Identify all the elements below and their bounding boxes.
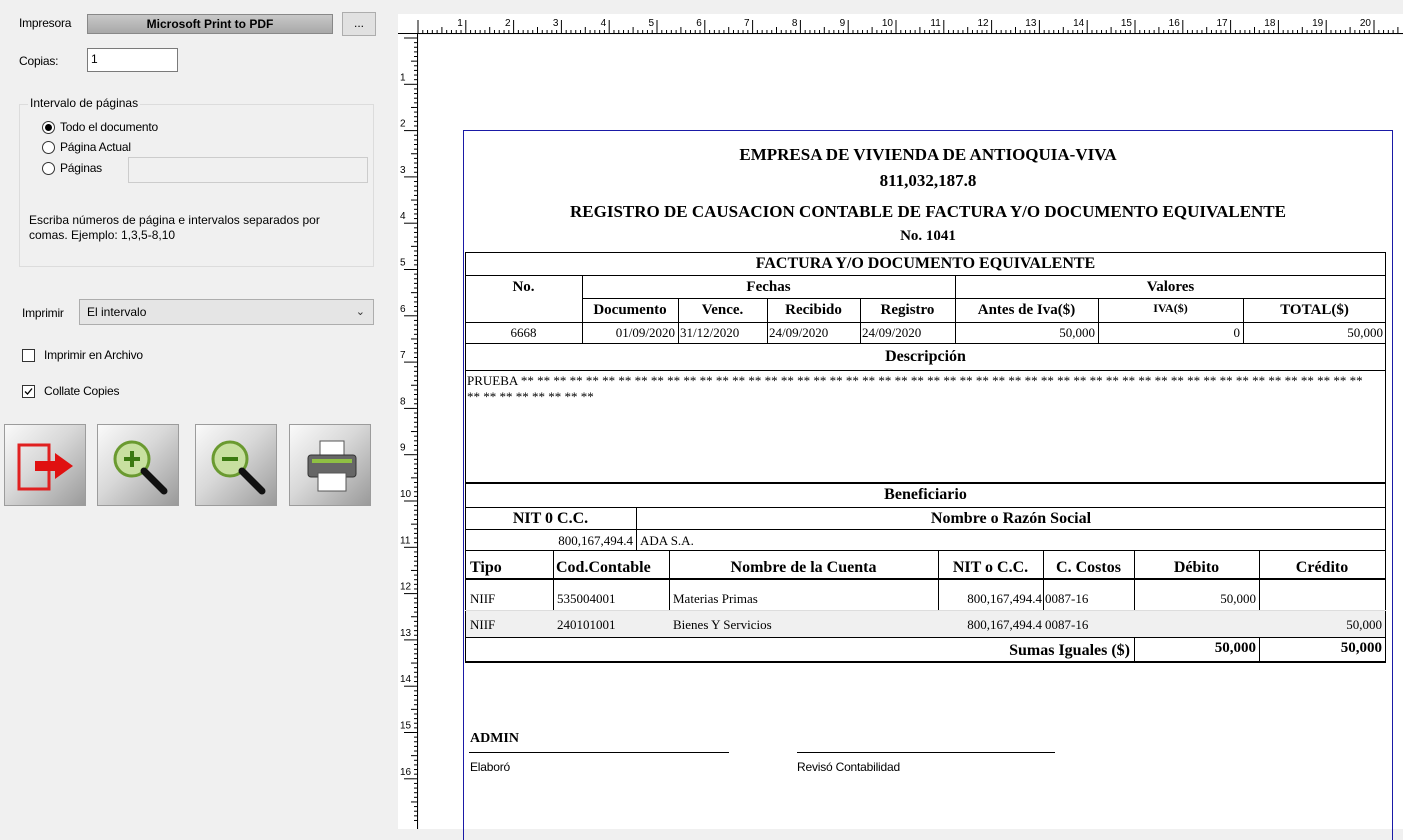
acc-row-2-tipo: NIIF <box>470 617 496 632</box>
ruler-mark-label: 7 <box>400 350 406 362</box>
radio-all-document[interactable] <box>42 121 55 134</box>
acc-col-debito: Débito <box>1173 559 1220 576</box>
collate-checkbox[interactable] <box>22 385 35 398</box>
ruler-mark-label: 2 <box>505 18 511 29</box>
vertical-ruler-ticks <box>398 34 418 829</box>
ruler-mark-label: 8 <box>791 18 798 29</box>
acc-row-1-nit: 800,167,494.4 <box>967 591 1042 606</box>
table-line <box>465 322 1386 323</box>
ruler-mark-label: 16 <box>400 766 412 778</box>
ruler-mark-label: 4 <box>600 18 607 29</box>
radio-all-document-label: Todo el documento <box>60 120 159 134</box>
ruler-mark-label: 1 <box>400 72 406 84</box>
document-number: No. 1041 <box>900 228 956 244</box>
horizontal-ruler-ticks <box>398 14 1403 34</box>
col-total: TOTAL($) <box>1280 302 1349 318</box>
description-header: Descripción <box>885 348 966 365</box>
col-iva: IVA($) <box>1153 301 1188 315</box>
ruler-mark-label: 16 <box>1168 18 1180 29</box>
cell-registro: 24/09/2020 <box>862 325 922 340</box>
reviso-label: Revisó Contabilidad <box>797 760 900 774</box>
print-range-select[interactable] <box>79 299 374 325</box>
horizontal-ruler <box>398 14 1403 34</box>
col-vence: Vence. <box>701 302 744 318</box>
ruler-mark-label: 5 <box>648 18 654 29</box>
cell-documento: 01/09/2020 <box>615 325 675 340</box>
printer-label: Impresora <box>19 16 72 30</box>
ruler-mark-label: 4 <box>400 211 406 223</box>
cell-recibido: 24/09/2020 <box>769 325 829 340</box>
beneficiary-nit: 800,167,494.4 <box>558 533 633 548</box>
table-line <box>465 551 466 662</box>
radio-pages[interactable] <box>42 162 55 175</box>
ruler-mark-label: 6 <box>696 18 702 29</box>
ruler-mark-label: 9 <box>400 442 406 454</box>
print-button[interactable] <box>289 424 371 506</box>
table-line <box>465 507 1386 508</box>
signer-name: ADMIN <box>470 731 519 746</box>
acc-row-1-costos: 0087-16 <box>1045 591 1089 606</box>
elaboro-label: Elaboró <box>470 760 510 774</box>
ruler-mark-label: 13 <box>400 627 412 639</box>
exit-icon <box>5 425 87 507</box>
ruler-mark-label: 11 <box>400 535 411 547</box>
col-recibido: Recibido <box>785 302 842 318</box>
col-registro: Registro <box>880 302 935 318</box>
acc-col-costos: C. Costos <box>1056 559 1121 576</box>
acc-col-credito: Crédito <box>1295 559 1349 576</box>
table-line <box>465 661 1386 663</box>
chevron-down-icon: ⌄ <box>355 306 365 318</box>
company-nit: 811,032,187.8 <box>879 171 977 190</box>
print-range-select-value: El intervalo <box>87 305 147 319</box>
ruler-mark-label: 19 <box>1312 18 1324 29</box>
zoom-in-button[interactable] <box>97 424 179 506</box>
acc-row-2-cod: 240101001 <box>557 617 616 632</box>
ruler-mark-label: 15 <box>1120 18 1132 29</box>
acc-row-2-credito: 50,000 <box>1346 617 1382 632</box>
print-to-file-checkbox[interactable] <box>22 349 35 362</box>
ruler-mark-label: 18 <box>1264 18 1276 29</box>
acc-col-nit: NIT o C.C. <box>952 559 1029 576</box>
copies-input[interactable]: 1 <box>87 48 178 72</box>
radio-pages-label: Páginas <box>60 161 102 175</box>
sumas-debito: 50,000 <box>1214 640 1256 656</box>
cell-vence: 31/12/2020 <box>680 325 740 340</box>
ruler-mark-label: 13 <box>1025 18 1037 29</box>
exit-button[interactable] <box>4 424 86 506</box>
print-options-panel <box>0 0 385 829</box>
col-valores: Valores <box>1146 279 1195 295</box>
company-name: EMPRESA DE VIVIENDA DE ANTIOQUIA-VIVA <box>739 145 1117 164</box>
acc-row-1-tipo: NIIF <box>470 591 496 606</box>
zoom-out-button[interactable] <box>195 424 277 506</box>
cell-iva: 0 <box>1233 325 1240 340</box>
beneficiary-name: ADA S.A. <box>640 533 694 548</box>
radio-current-page[interactable] <box>42 141 55 154</box>
acc-row-1-cod: 535004001 <box>557 591 616 606</box>
ruler-mark-label: 14 <box>1073 18 1085 29</box>
signature-line <box>469 752 729 753</box>
print-to-file-label: Imprimir en Archivo <box>44 348 143 362</box>
description-line-2: ** ** ** ** ** ** ** ** <box>467 389 594 404</box>
table-line <box>582 298 1386 299</box>
print-label: Imprimir <box>22 306 64 320</box>
ruler-mark-label: 12 <box>977 18 989 29</box>
copies-label: Copias: <box>19 54 59 68</box>
ruler-mark-label: 11 <box>930 18 941 29</box>
description-line-1: PRUEBA ** ** ** ** ** ** ** ** ** ** ** ** ** ** ** ** ** ** ** ** ** ** ** ** ** ** ** ** ** ** ** ** ** ** ** ** ** ** ** ** ** ** ** ** ** ** ** ** ** ** ** ** <box>467 373 1363 388</box>
zoom-out-icon <box>196 425 278 507</box>
page-range-title: Intervalo de páginas <box>30 96 139 110</box>
document-title: REGISTRO DE CAUSACION CONTABLE DE FACTURA Y/O DOCUMENTO EQUIVALENTE <box>569 202 1286 221</box>
table-line <box>465 275 1386 276</box>
ruler-mark-label: 3 <box>400 164 406 176</box>
ruler-mark-label: 8 <box>400 396 406 408</box>
printer-name-field[interactable]: Microsoft Print to PDF <box>87 14 333 34</box>
cell-no: 6668 <box>510 325 537 340</box>
table-line <box>465 343 1386 344</box>
col-antes-iva: Antes de Iva($) <box>977 302 1076 318</box>
ruler-mark-label: 20 <box>1359 18 1371 29</box>
acc-col-tipo: Tipo <box>470 559 502 576</box>
ruler-mark-label: 2 <box>400 118 406 130</box>
acc-row-2-nombre: Bienes Y Servicios <box>673 617 772 632</box>
sumas-label: Sumas Iguales ($) <box>1009 642 1130 659</box>
acc-row-2-costos: 0087-16 <box>1045 617 1089 632</box>
ruler-mark-label: 10 <box>400 489 412 500</box>
ruler-mark-label: 3 <box>552 18 559 29</box>
signature-line <box>797 752 1055 753</box>
zoom-in-icon <box>98 425 180 507</box>
col-documento: Documento <box>593 302 667 318</box>
acc-col-cod: Cod.Contable <box>556 559 651 576</box>
table-line <box>465 529 1386 530</box>
vertical-ruler <box>398 34 418 829</box>
col-fechas: Fechas <box>746 279 791 295</box>
ruler-mark-label: 6 <box>400 303 406 315</box>
invoice-section-title: FACTURA Y/O DOCUMENTO EQUIVALENTE <box>755 255 1096 272</box>
table-line <box>1385 551 1386 662</box>
sumas-credito: 50,000 <box>1340 640 1382 656</box>
beneficiary-col-name: Nombre o Razón Social <box>930 510 1092 527</box>
table-line <box>465 637 1386 638</box>
table-line <box>465 578 1386 580</box>
cell-total: 50,000 <box>1347 325 1383 340</box>
acc-row-1-nombre: Materias Primas <box>673 591 758 606</box>
col-no: No. <box>512 279 535 295</box>
pages-input[interactable] <box>128 157 368 183</box>
ruler-mark-label: 1 <box>457 18 463 29</box>
ruler-mark-label: 17 <box>1216 18 1228 29</box>
collate-label: Collate Copies <box>44 384 120 398</box>
ruler-mark-label: 10 <box>881 18 893 29</box>
radio-current-page-label: Página Actual <box>60 140 131 154</box>
printer-icon <box>290 425 372 507</box>
acc-col-nombre: Nombre de la Cuenta <box>730 559 877 576</box>
checkmark-icon <box>23 386 34 397</box>
ruler-mark-label: 5 <box>400 257 406 269</box>
ruler-mark-label: 14 <box>400 674 412 686</box>
acc-row-1-debito: 50,000 <box>1220 591 1256 606</box>
ruler-mark-label: 15 <box>400 720 412 732</box>
acc-row-2-nit: 800,167,494.4 <box>967 617 1042 632</box>
ruler-mark-label: 9 <box>839 18 846 29</box>
beneficiary-header: Beneficiario <box>884 486 967 503</box>
browse-printer-button[interactable]: ... <box>342 12 376 36</box>
cell-antes-iva: 50,000 <box>1059 325 1095 340</box>
ruler-mark-label: 7 <box>744 18 750 29</box>
beneficiary-col-nit: NIT 0 C.C. <box>512 510 589 527</box>
page-range-hint: Escriba números de página e intervalos separados por comas. Ejemplo: 1,3,5-8,10 <box>29 213 320 242</box>
ruler-mark-label: 12 <box>400 581 412 593</box>
